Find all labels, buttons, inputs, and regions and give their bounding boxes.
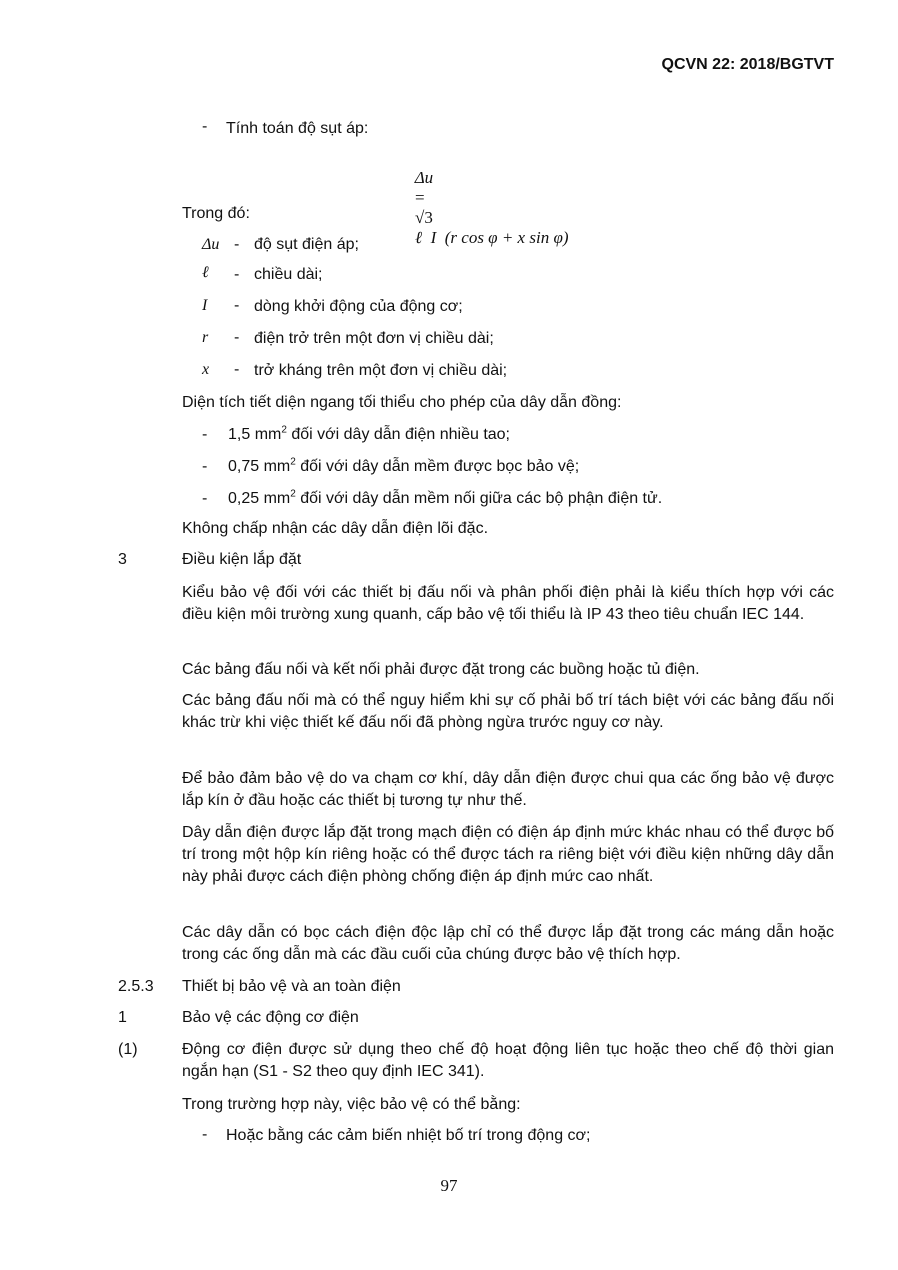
bullet-dash: -: [202, 1126, 208, 1143]
def-dash: -: [234, 266, 240, 283]
def-symbol: r: [202, 329, 209, 346]
section-title: Điều kiện lắp đặt: [182, 551, 302, 568]
def-text: độ sụt điện áp;: [254, 236, 359, 253]
item-text: Động cơ điện được sử dụng theo chế độ hoạt động liên tục hoặc theo chế độ thời gian ngắn hạn (S1 - S2 theo quy định IEC 341).: [182, 1041, 834, 1080]
paragraph: Các dây dẫn có bọc cách điện độc lập chỉ có thể được lắp đặt trong các máng dẫn hoặc trong các ống dẫn mà các đầu cuối của chúng được bảo vệ thích hợp.: [182, 924, 834, 963]
bullet-dash: -: [202, 490, 208, 507]
def-dash: -: [234, 361, 240, 378]
paragraph: Kiểu bảo vệ đối với các thiết bị đấu nối và phân phối điện phải là kiểu thích hợp với các điều kiện môi trường xung quanh, cấp bảo vệ tối thiểu là IP 43 theo tiêu chuẩn IEC 144.: [182, 584, 834, 623]
area-item: 0,25 $mm^2$ đối với dây dẫn mềm nối giữa các bộ phận điện tử.: [228, 488, 663, 507]
paragraph: Để bảo đảm bảo vệ do va chạm cơ khí, dây dẫn điện được chui qua các ống bảo vệ được lắp kín ở đầu hoặc các thiết bị tương tự như thế.: [182, 770, 834, 809]
paragraph: Các bảng đấu nối mà có thể nguy hiểm khi sự cố phải bố trí tách biệt với các bảng đấu nối khác trừ khi việc thiết kế đấu nối đã phòng ngừa trước nguy cơ này.: [182, 692, 834, 731]
def-dash: -: [234, 329, 240, 346]
def-dash: -: [234, 236, 240, 253]
bullet-dash: -: [202, 458, 208, 475]
solid-core-note: Không chấp nhận các dây dẫn điện lõi đặc.: [182, 520, 489, 537]
def-dash: -: [234, 297, 240, 314]
area-item: 1,5 $mm^2$ đối với dây dẫn điện nhiều tao;: [228, 424, 510, 443]
area-intro: Diện tích tiết diện ngang tối thiểu cho phép của dây dẫn đồng:: [182, 394, 622, 411]
def-symbol: ℓ: [202, 264, 209, 281]
def-symbol: I: [202, 297, 208, 314]
bullet-dash: -: [202, 426, 208, 443]
def-text: chiều dài;: [254, 266, 323, 283]
voltage-drop-formula: [398, 148, 569, 268]
def-text: trở kháng trên một đơn vị chiều dài;: [254, 362, 508, 379]
section-title: Bảo vệ các động cơ điện: [182, 1009, 359, 1026]
area-item: 0,75 $mm^2$ đối với dây dẫn mềm được bọc bảo vệ;: [228, 456, 580, 475]
paragraph: Các bảng đấu nối và kết nối phải được đặt trong các buồng hoặc tủ điện.: [182, 661, 700, 678]
section-number: 2.5.3: [118, 978, 154, 995]
def-symbol: Δu: [202, 236, 220, 253]
section-number: 1: [118, 1009, 127, 1026]
formula-equals: =: [415, 188, 425, 207]
def-text: dòng khởi động của động cơ;: [254, 298, 463, 315]
def-symbol: x: [202, 361, 210, 378]
page-header: QCVN 22: 2018/BGTVT: [661, 56, 834, 73]
protection-intro: Trong trường hợp này, việc bảo vệ có thể bằng:: [182, 1096, 521, 1113]
intro-item: Tính toán độ sụt áp:: [226, 120, 369, 137]
item-number: (1): [118, 1041, 138, 1058]
where-label: Trong đó:: [182, 205, 250, 222]
formula-sqrt: √3: [415, 208, 433, 227]
protection-item: Hoặc bằng các cảm biến nhiệt bố trí trong động cơ;: [226, 1127, 591, 1144]
def-text: điện trở trên một đơn vị chiều dài;: [254, 330, 494, 347]
bullet-dash: -: [202, 118, 208, 135]
page-number: 97: [440, 1176, 458, 1195]
formula-rest: ℓ I (r cos φ + x sin φ): [415, 228, 569, 247]
paragraph: Dây dẫn điện được lắp đặt trong mạch điện có điện áp định mức khác nhau có thể được bố trí trong một hộp kín riêng hoặc có thể được tách ra riêng biệt với điều kiện những dây dẫn này phải được cách điện phòng chống điện áp định mức cao nhất.: [182, 824, 834, 885]
formula-lhs: Δu: [414, 168, 434, 187]
section-number: 3: [118, 551, 127, 568]
section-title: Thiết bị bảo vệ và an toàn điện: [182, 978, 401, 995]
